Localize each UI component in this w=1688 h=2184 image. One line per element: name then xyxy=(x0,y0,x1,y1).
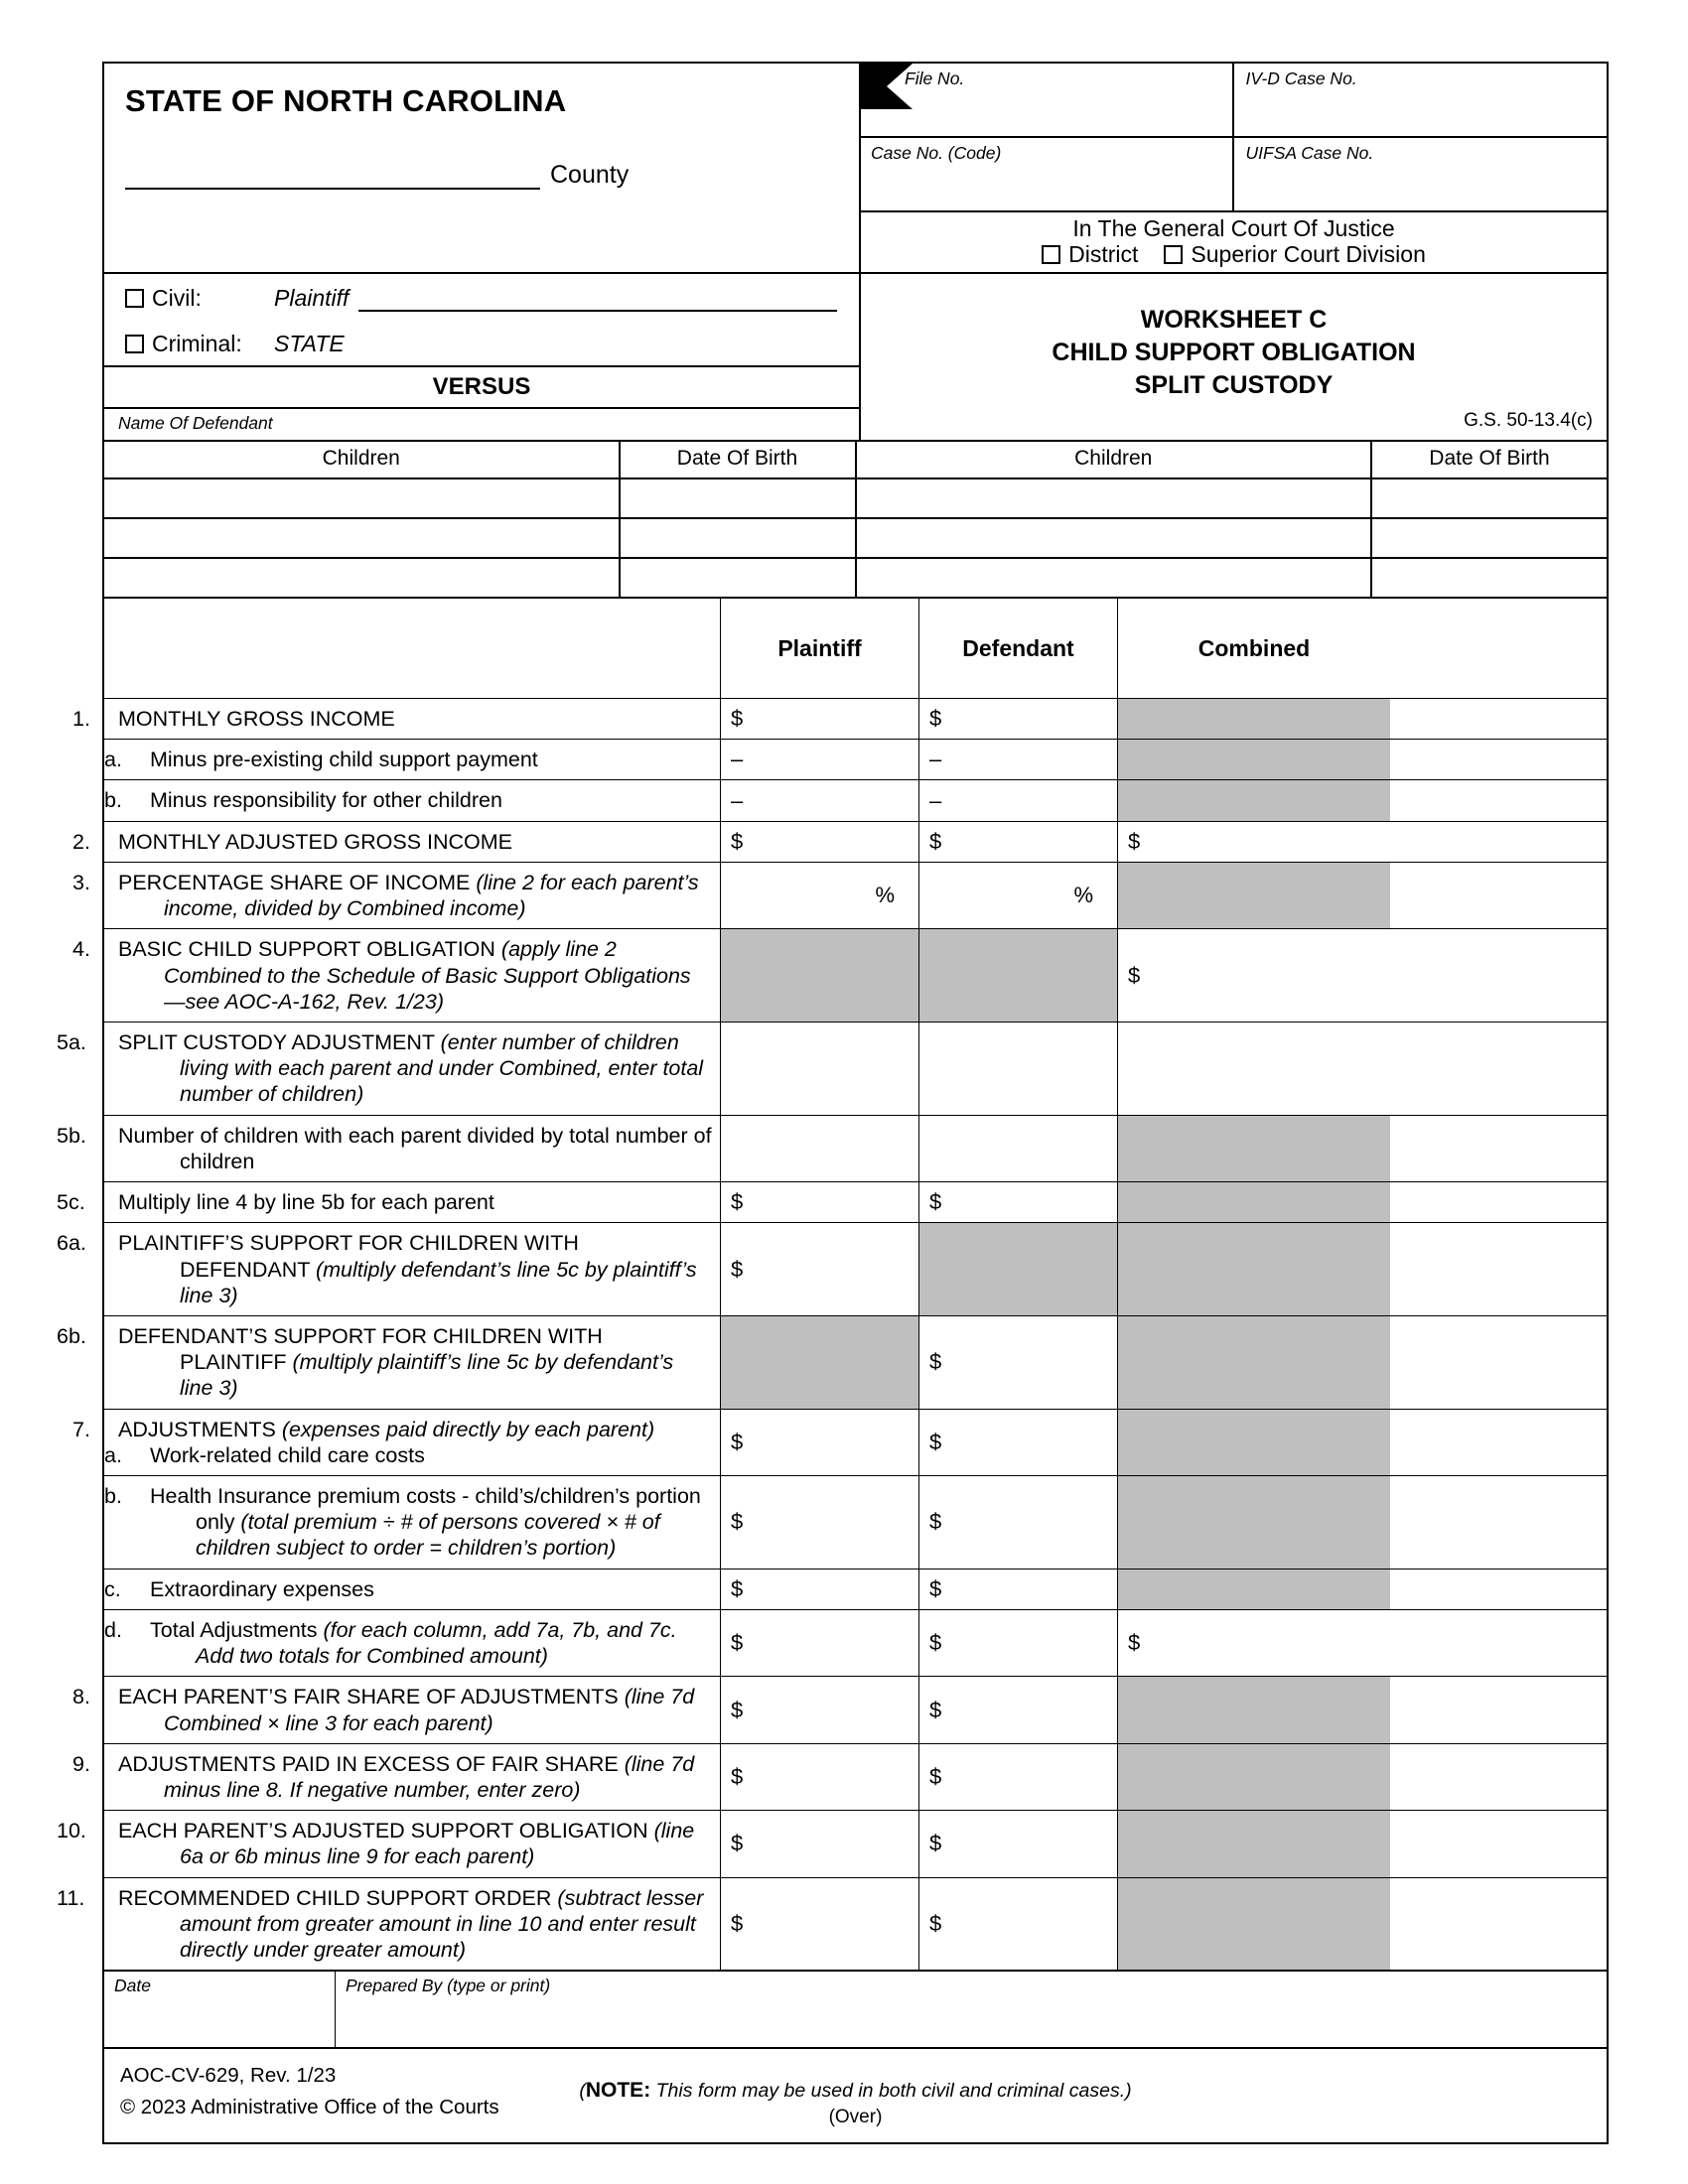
row-9-defendant-input[interactable] xyxy=(918,1744,1117,1810)
child-dob-cell[interactable] xyxy=(619,559,855,597)
row-7a xyxy=(72,1410,1607,1476)
case-no-code-label: Case No. (Code) xyxy=(871,143,1002,163)
dollar-sign: $ xyxy=(929,706,942,732)
row-1-defendant-input[interactable] xyxy=(918,699,1117,739)
row-7d-text: Total Adjustments xyxy=(150,1617,324,1642)
minus-sign: – xyxy=(731,747,744,772)
court-title: In The General Court Of Justice xyxy=(1072,215,1395,241)
column-header-plaintiff: Plaintiff xyxy=(720,599,918,698)
row-5a-text: SPLIT CUSTODY ADJUSTMENT xyxy=(118,1029,441,1054)
row-5c xyxy=(57,1182,1607,1223)
row-5a xyxy=(57,1023,1607,1116)
row-4-text: BASIC CHILD SUPPORT OBLIGATION xyxy=(118,937,501,962)
worksheet-title-line1: WORKSHEET C xyxy=(1140,306,1328,334)
row-1-label: 1. MONTHLY GROSS INCOME xyxy=(72,707,395,731)
page-title: STATE OF NORTH CAROLINA xyxy=(125,83,567,118)
minus-sign: – xyxy=(731,787,744,813)
superior-option[interactable] xyxy=(1164,240,1426,267)
dollar-sign: $ xyxy=(1128,828,1141,854)
row-5b-plaintiff-input[interactable] xyxy=(720,1116,918,1181)
row-5b-label: 5b. Number of children with each parent divided by total number of children xyxy=(57,1123,712,1173)
row-6b-text: DEFENDANT’S SUPPORT FOR CHILDREN WITH PLAINTIFF xyxy=(118,1323,603,1375)
row-7a-combined-blocked xyxy=(1117,1410,1390,1475)
dollar-sign: $ xyxy=(731,1764,744,1789)
row-7d-label: d. Total Adjustments (for each column, add 7a, 7b, and 7c. Add two totals for Combined amount) xyxy=(104,1617,677,1669)
row-2-combined-input[interactable] xyxy=(1117,822,1390,862)
signature-band xyxy=(104,1970,1607,2047)
row-3-defendant-input[interactable] xyxy=(918,863,1117,928)
row-1a-defendant-input[interactable] xyxy=(918,740,1117,779)
row-3 xyxy=(72,863,1607,929)
court-division-options xyxy=(861,240,1607,267)
child-name-cell[interactable] xyxy=(104,479,619,517)
copyright-notice: © 2023 Administrative Office of the Courts xyxy=(120,2095,499,2118)
row-5a-combined-input[interactable] xyxy=(1117,1023,1390,1115)
children-table-right xyxy=(855,442,1608,597)
worksheet-grid xyxy=(57,597,1607,1970)
dollar-sign: $ xyxy=(731,1189,744,1215)
dollar-sign: $ xyxy=(731,1630,744,1656)
row-10-text: EACH PARENT’S ADJUSTED SUPPORT OBLIGATION xyxy=(118,1819,654,1843)
worksheet-title xyxy=(861,304,1607,402)
dollar-sign: $ xyxy=(731,1509,744,1535)
table-row[interactable] xyxy=(857,478,1608,517)
row-11-label: 11. RECOMMENDED CHILD SUPPORT ORDER (subtract lesser amount from greater amount in line 10 and enter result directly under greater amount) xyxy=(57,1885,704,1963)
row-5c-combined-blocked xyxy=(1117,1182,1390,1222)
row-7d-defendant-input[interactable] xyxy=(918,1610,1117,1676)
district-checkbox[interactable] xyxy=(1042,245,1060,264)
row-5a-plaintiff-input[interactable] xyxy=(720,1023,918,1115)
row-1a-label: a. Minus pre-existing child support payment xyxy=(104,748,538,772)
criminal-row xyxy=(104,320,859,365)
row-10-note: (line 6a or 6b minus line 9 for each parent) xyxy=(180,1819,695,1869)
row-7b-note: (total premium ÷ # of persons covered × # of children subject to order = children’s portion) xyxy=(196,1510,660,1561)
children-table-left xyxy=(104,442,855,597)
row-7c-text: Extraordinary expenses xyxy=(150,1576,374,1601)
row-6a xyxy=(57,1223,1607,1316)
superior-checkbox[interactable] xyxy=(1164,245,1183,264)
note-open-paren: ( xyxy=(579,2080,586,2103)
row-3-text: PERCENTAGE SHARE OF INCOME xyxy=(118,870,477,894)
row-6b xyxy=(57,1316,1607,1410)
row-7d-note: (for each column, add 7a, 7b, and 7c. Add two totals for Combined amount) xyxy=(196,1617,677,1669)
ivd-case-no-label: IV-D Case No. xyxy=(1245,68,1357,88)
row-7d-combined-input[interactable] xyxy=(1117,1610,1390,1676)
row-7d xyxy=(104,1610,1607,1677)
dollar-sign: $ xyxy=(929,1575,942,1601)
child-name-cell[interactable] xyxy=(857,559,1371,597)
court-division-block xyxy=(861,210,1607,272)
dollar-sign: $ xyxy=(731,1256,744,1282)
row-4-plaintiff-blocked xyxy=(720,929,918,1022)
dollar-sign: $ xyxy=(929,1764,942,1789)
row-10-defendant-input[interactable] xyxy=(918,1811,1117,1876)
table-row[interactable] xyxy=(104,557,855,597)
criminal-checkbox[interactable] xyxy=(125,335,144,353)
date-field[interactable] xyxy=(104,1972,335,2047)
row-9-note: (line 7d minus line 8. If negative number, enter zero) xyxy=(164,1751,695,1802)
dollar-sign: $ xyxy=(731,1429,744,1454)
dollar-sign: $ xyxy=(929,1429,942,1454)
note-body: This form may be used in both civil and criminal cases.) xyxy=(650,2080,1132,2103)
row-10-combined-blocked xyxy=(1117,1811,1390,1876)
column-header-defendant: Defendant xyxy=(918,599,1117,698)
row-6b-combined-blocked xyxy=(1117,1316,1390,1409)
dollar-sign: $ xyxy=(929,1831,942,1856)
row-7d-plaintiff-input[interactable] xyxy=(720,1610,918,1676)
row-1b xyxy=(104,780,1607,821)
row-8-defendant-input[interactable] xyxy=(918,1677,1117,1742)
header-band xyxy=(104,64,1607,272)
row-5c-label: 5c. Multiply line 4 by line 5b for each parent xyxy=(57,1190,494,1215)
case-number-block xyxy=(859,64,1607,272)
row-7-text: ADJUSTMENTS xyxy=(118,1417,282,1441)
row-1b-combined-blocked xyxy=(1117,780,1390,820)
civil-row xyxy=(104,274,859,320)
row-9 xyxy=(72,1744,1607,1811)
row-7a-defendant-input[interactable] xyxy=(918,1410,1117,1475)
dob-col-header-left: Date Of Birth xyxy=(619,442,855,478)
row-7a-text: Work-related child care costs xyxy=(150,1442,425,1467)
row-6a-text: PLAINTIFF’S SUPPORT FOR CHILDREN WITH DEFENDANT xyxy=(118,1231,579,1282)
dollar-sign: $ xyxy=(731,1910,744,1936)
note-bold-label: NOTE: xyxy=(585,2079,651,2103)
row-3-label: 3. PERCENTAGE SHARE OF INCOME (line 2 for each parent’s income, divided by Combined income) xyxy=(72,870,699,921)
row-6b-defendant-input[interactable] xyxy=(918,1316,1117,1409)
row-6a-defendant-blocked xyxy=(918,1223,1117,1315)
row-1a xyxy=(104,740,1607,780)
row-10-label: 10. EACH PARENT’S ADJUSTED SUPPORT OBLIGATION (line 6a or 6b minus line 9 for each parent) xyxy=(57,1819,695,1869)
dollar-sign: $ xyxy=(929,1509,942,1535)
case-row-bottom xyxy=(861,136,1607,210)
civil-label: Civil: xyxy=(152,284,202,311)
row-8-note: (line 7d Combined × line 3 for each parent) xyxy=(164,1685,695,1735)
form-number: AOC-CV-629, Rev. 1/23 xyxy=(120,2064,337,2087)
case-row-top xyxy=(861,64,1607,136)
row-7b-plaintiff-input[interactable] xyxy=(720,1476,918,1569)
worksheet-column-header-row xyxy=(104,599,1607,699)
table-row[interactable] xyxy=(857,517,1608,557)
minus-sign: – xyxy=(929,747,942,772)
child-dob-cell[interactable] xyxy=(1370,519,1607,557)
defendant-name-label: Name Of Defendant xyxy=(104,407,859,440)
row-8 xyxy=(72,1677,1607,1743)
row-4 xyxy=(72,929,1607,1023)
row-2-plaintiff-input[interactable] xyxy=(720,822,918,862)
row-5a-note: (enter number of children living with each parent and under Combined, enter total number of children) xyxy=(180,1029,704,1107)
dob-col-header-right: Date Of Birth xyxy=(1370,442,1607,478)
row-5b-defendant-input[interactable] xyxy=(918,1116,1117,1181)
row-1b-label: b. Minus responsibility for other children xyxy=(104,788,502,813)
row-5c-text: Multiply line 4 by line 5b for each parent xyxy=(118,1190,494,1215)
row-8-combined-blocked xyxy=(1117,1677,1390,1742)
child-name-cell[interactable] xyxy=(104,519,619,557)
date-label: Date xyxy=(114,1976,151,1996)
row-2-label: 2. MONTHLY ADJUSTED GROSS INCOME xyxy=(72,829,513,854)
child-dob-cell[interactable] xyxy=(619,479,855,517)
percent-sign: % xyxy=(875,883,895,908)
row-9-combined-blocked xyxy=(1117,1744,1390,1810)
footer-block xyxy=(120,2060,499,2123)
dollar-sign: $ xyxy=(731,1697,744,1722)
over-label: (Over) xyxy=(828,2107,883,2128)
row-5c-defendant-input[interactable] xyxy=(918,1182,1117,1222)
row-4-combined-input[interactable] xyxy=(1117,929,1390,1022)
district-option[interactable] xyxy=(1042,240,1139,267)
dollar-sign: $ xyxy=(929,828,942,854)
row-2-text: MONTHLY ADJUSTED GROSS INCOME xyxy=(118,829,513,854)
row-7c-combined-blocked xyxy=(1117,1570,1390,1609)
child-name-cell[interactable] xyxy=(857,519,1371,557)
row-6a-combined-blocked xyxy=(1117,1223,1390,1315)
row-5b-combined-blocked xyxy=(1117,1116,1390,1181)
dollar-sign: $ xyxy=(929,1349,942,1375)
row-7c xyxy=(104,1570,1607,1610)
row-6b-plaintiff-blocked xyxy=(720,1316,918,1409)
dollar-sign: $ xyxy=(731,1831,744,1856)
plaintiff-name-input[interactable] xyxy=(358,284,837,312)
row-9-text: ADJUSTMENTS PAID IN EXCESS OF FAIR SHARE xyxy=(118,1751,625,1776)
row-7a-plaintiff-input[interactable] xyxy=(720,1410,918,1475)
children-header-row-right xyxy=(857,442,1608,478)
header-spacer-cell xyxy=(104,599,720,698)
table-row[interactable] xyxy=(104,478,855,517)
row-4-note: (apply line 2 Combined to the Schedule of Basic Support Obligations—see AOC-A-162, Rev. 1/23) xyxy=(164,937,691,1014)
row-11-combined-blocked xyxy=(1117,1878,1390,1971)
uifsa-case-no-field[interactable] xyxy=(1232,138,1608,210)
prepared-by-label: Prepared By (type or print) xyxy=(346,1976,551,1996)
row-5a-label: 5a. SPLIT CUSTODY ADJUSTMENT (enter number of children living with each parent and under Combined, enter total number of children) xyxy=(57,1029,704,1107)
dollar-sign: $ xyxy=(929,1189,942,1215)
row-11 xyxy=(57,1878,1607,1971)
versus-label: VERSUS xyxy=(104,365,859,407)
table-row[interactable] xyxy=(104,517,855,557)
worksheet-title-line3: SPLIT CUSTODY xyxy=(1134,371,1334,399)
row-1b-defendant-input[interactable] xyxy=(918,780,1117,820)
dollar-sign: $ xyxy=(731,1575,744,1601)
file-no-label: File No. xyxy=(905,68,965,88)
criminal-label: Criminal: xyxy=(152,330,242,356)
dollar-sign: $ xyxy=(929,1697,942,1722)
row-7b-combined-blocked xyxy=(1117,1476,1390,1569)
child-name-cell[interactable] xyxy=(857,479,1371,517)
row-7-note: (expenses paid directly by each parent) xyxy=(281,1417,655,1441)
child-dob-cell[interactable] xyxy=(1370,479,1607,517)
worksheet-title-line2: CHILD SUPPORT OBLIGATION xyxy=(1052,339,1416,366)
row-7c-plaintiff-input[interactable] xyxy=(720,1570,918,1609)
child-name-cell[interactable] xyxy=(104,559,619,597)
row-6a-plaintiff-input[interactable] xyxy=(720,1223,918,1315)
dollar-sign: $ xyxy=(1128,962,1141,988)
row-3-note: (line 2 for each parent’s income, divided by Combined income) xyxy=(164,870,699,921)
criminal-option[interactable] xyxy=(125,331,274,357)
superior-label: Superior Court Division xyxy=(1191,240,1426,267)
children-tables xyxy=(104,440,1607,597)
row-2-defendant-input[interactable] xyxy=(918,822,1117,862)
row-7b xyxy=(104,1476,1607,1570)
children-col-header-left: Children xyxy=(322,447,400,470)
row-7b-defendant-input[interactable] xyxy=(918,1476,1117,1569)
row-6a-label: 6a. PLAINTIFF’S SUPPORT FOR CHILDREN WITH DEFENDANT (multiply defendant’s line 5c by plaintiff’s line 3) xyxy=(57,1231,697,1307)
row-1a-plaintiff-input[interactable] xyxy=(720,740,918,779)
row-7c-label: c. Extraordinary expenses xyxy=(104,1576,374,1601)
county-entry xyxy=(125,158,629,190)
row-1b-text: Minus responsibility for other children xyxy=(150,788,502,813)
row-11-text: RECOMMENDED CHILD SUPPORT ORDER xyxy=(118,1885,558,1910)
child-dob-cell[interactable] xyxy=(1370,559,1607,597)
state-label: STATE xyxy=(274,330,345,356)
row-6b-label: 6b. DEFENDANT’S SUPPORT FOR CHILDREN WITH PLAINTIFF (multiply plaintiff’s line 5c by defendant’s line 3) xyxy=(57,1323,674,1401)
row-1-text: MONTHLY GROSS INCOME xyxy=(118,707,395,731)
row-6b-note: (multiply plaintiff’s line 5c by defendant’s line 3) xyxy=(180,1350,674,1401)
row-3-combined-blocked xyxy=(1117,863,1390,928)
triangle-marker-icon xyxy=(861,64,913,109)
row-9-plaintiff-input[interactable] xyxy=(720,1744,918,1810)
row-2 xyxy=(72,822,1607,863)
row-10-plaintiff-input[interactable] xyxy=(720,1811,918,1876)
row-8-text: EACH PARENT’S FAIR SHARE OF ADJUSTMENTS xyxy=(118,1685,625,1709)
county-input-rule[interactable] xyxy=(125,158,540,190)
dollar-sign: $ xyxy=(1128,1630,1141,1656)
parties-block xyxy=(104,274,859,440)
uifsa-case-no-label: UIFSA Case No. xyxy=(1245,143,1374,163)
row-3-plaintiff-input[interactable] xyxy=(720,863,918,928)
row-5b-text: Number of children with each parent divided by total number of children xyxy=(118,1123,712,1173)
row-11-note: (subtract lesser amount from greater amount in line 10 and enter result directly under greater amount) xyxy=(180,1885,704,1963)
row-1a-text: Minus pre-existing child support payment xyxy=(150,748,538,772)
worksheet-title-block xyxy=(859,274,1607,440)
table-row[interactable] xyxy=(857,557,1608,597)
percent-sign: % xyxy=(1073,883,1093,908)
row-7c-defendant-input[interactable] xyxy=(918,1570,1117,1609)
row-5b xyxy=(57,1116,1607,1182)
children-col-header-right: Children xyxy=(1074,447,1153,470)
minus-sign: – xyxy=(929,787,942,813)
column-header-combined: Combined xyxy=(1117,599,1390,698)
state-county-block xyxy=(104,64,859,270)
row-1a-combined-blocked xyxy=(1117,740,1390,779)
row-11-plaintiff-input[interactable] xyxy=(720,1878,918,1971)
dollar-sign: $ xyxy=(929,1630,942,1656)
row-5c-plaintiff-input[interactable] xyxy=(720,1182,918,1222)
row-4-defendant-blocked xyxy=(918,929,1117,1022)
row-7a-label: 7. ADJUSTMENTS (expenses paid directly by each parent) a. Work-related child care costs xyxy=(72,1417,655,1467)
row-6a-note: (multiply defendant’s line 5c by plaintiff’s line 3) xyxy=(180,1257,697,1307)
row-7b-text: Health Insurance premium costs - child’s/children’s portion only xyxy=(150,1484,701,1535)
row-1b-plaintiff-input[interactable] xyxy=(720,780,918,820)
ivd-case-no-field[interactable] xyxy=(1232,64,1608,136)
civil-checkbox[interactable] xyxy=(125,289,144,308)
district-label: District xyxy=(1068,240,1139,267)
statute-reference: G.S. 50-13.4(c) xyxy=(1464,410,1593,431)
children-header-row-left xyxy=(104,442,855,478)
plaintiff-label: Plaintiff xyxy=(274,284,350,311)
case-no-code-field[interactable] xyxy=(861,138,1232,210)
row-7b-label: b. Health Insurance premium costs - child’s/children’s portion only (total premium ÷ # of persons covered × # of children subject to order = children’s portion) xyxy=(104,1484,701,1561)
row-11-defendant-input[interactable] xyxy=(918,1878,1117,1971)
file-no-field[interactable] xyxy=(861,64,1232,136)
row-8-label: 8. EACH PARENT’S FAIR SHARE OF ADJUSTMENTS (line 7d Combined × line 3 for each parent) xyxy=(72,1685,695,1735)
dollar-sign: $ xyxy=(731,706,744,732)
child-dob-cell[interactable] xyxy=(619,519,855,557)
row-1 xyxy=(72,699,1607,740)
row-10 xyxy=(57,1811,1607,1877)
prepared-by-field[interactable] xyxy=(335,1972,1607,2047)
county-label: County xyxy=(550,161,630,189)
row-1-combined-blocked xyxy=(1117,699,1390,739)
civil-option[interactable] xyxy=(125,285,274,312)
row-9-label: 9. ADJUSTMENTS PAID IN EXCESS OF FAIR SHARE (line 7d minus line 8. If negative number, enter zero) xyxy=(72,1751,695,1802)
parties-title-band xyxy=(104,272,1607,440)
dollar-sign: $ xyxy=(731,828,744,854)
dollar-sign: $ xyxy=(929,1910,942,1936)
row-4-label: 4. BASIC CHILD SUPPORT OBLIGATION (apply line 2 Combined to the Schedule of Basic Support Obligations—see AOC-A-162, Rev. 1/23) xyxy=(72,937,691,1014)
row-5a-defendant-input[interactable] xyxy=(918,1023,1117,1115)
row-1-plaintiff-input[interactable] xyxy=(720,699,918,739)
row-8-plaintiff-input[interactable] xyxy=(720,1677,918,1742)
form-outer-frame xyxy=(57,62,1609,2144)
